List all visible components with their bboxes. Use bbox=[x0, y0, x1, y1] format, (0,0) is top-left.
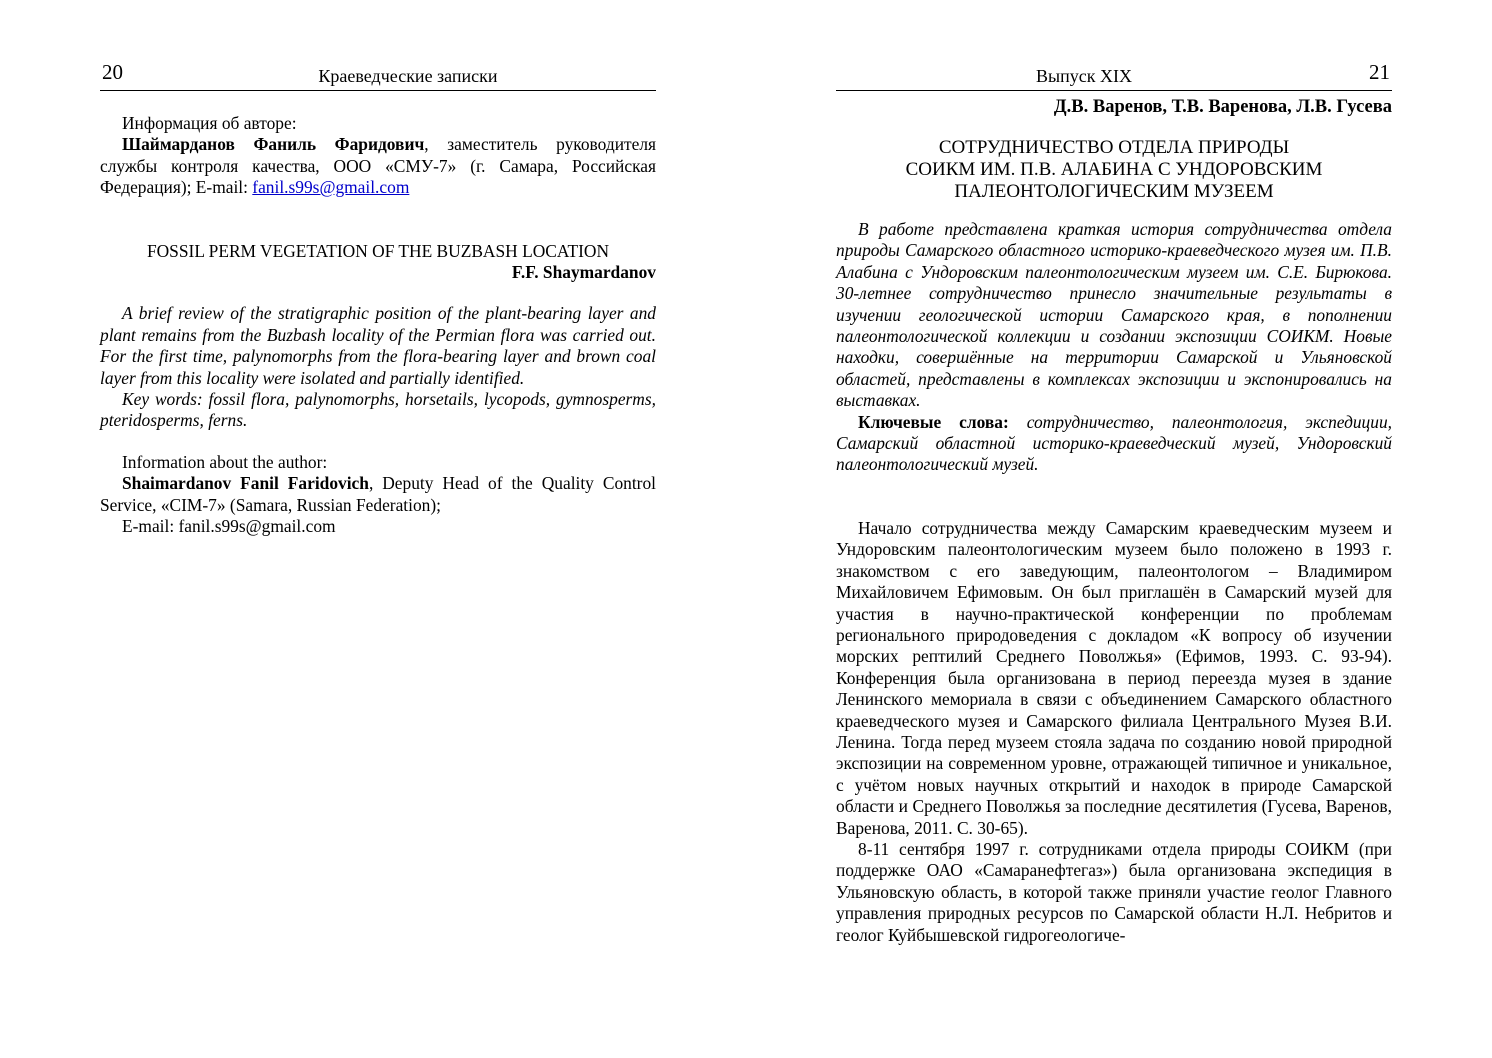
email-link[interactable]: fanil.s99s@gmail.com bbox=[252, 177, 410, 198]
page-number: 21 bbox=[1369, 60, 1390, 84]
keywords-label: Ключевые слова: bbox=[858, 411, 1009, 432]
title-line: СОТРУДНИЧЕСТВО ОТДЕЛА ПРИРОДЫ bbox=[938, 137, 1290, 158]
author-info-ru bbox=[100, 134, 656, 198]
author-name: Шаймарданов Фаниль Фаридович bbox=[122, 134, 425, 155]
author-description: , заместитель руководителя службы контроля качества, ООО «СМУ-7» (г. Самара, Российская Федерация); E-mail: bbox=[100, 134, 656, 198]
article-author-en: F.F. Shaymardanov bbox=[511, 262, 656, 283]
author-info-en bbox=[100, 473, 656, 516]
right-page bbox=[836, 0, 1392, 946]
article-title-en: FOSSIL PERM VEGETATION OF THE BUZBASH LOCATION bbox=[146, 240, 610, 261]
author-info-heading-en: Information about the author: bbox=[122, 451, 328, 472]
article-title bbox=[836, 137, 1392, 203]
title-line: СОИКМ ИМ. П.В. АЛАБИНА С УНДОРОВСКИМ bbox=[905, 159, 1323, 180]
body-paragraph: 8-11 сентября 1997 г. сотрудниками отдела природы СОИКМ (при поддержке ОАО «Самаранефтегаз») была организована экспедиция в Ульяновскую область, в которой также приняли участие геолог Главного управления природных ресурсов по Самарской области Н.Л. Небритов и геолог Куйбышевской гидрогеологиче- bbox=[836, 838, 1392, 945]
keywords-ru bbox=[836, 412, 1392, 476]
author-name-en: Shaimardanov Fanil Faridovich bbox=[122, 473, 369, 494]
running-title: Краеведческие записки bbox=[318, 66, 498, 86]
abstract-en: A brief review of the stratigraphic position of the plant-bearing layer and plant remains from the Buzbash locality of the Permian flora was carried out. For the first time, palynomorphs from the flora-bearing layer and brown coal layer from this locality were isolated and partially identified. bbox=[100, 303, 656, 388]
abstract-ru: В работе представлена краткая история сотрудничества отдела природы Самарского областного историко-краеведческого музея им. П.В. Алабина с Ундоровским палеонтологическим музеем им. С.Е. Бирюкова. 30-летнее сотрудничество принесло значительные результаты в изучении геологической истории Самарского края, в пополнении палеонтологической коллекции и создании экспозиции СОИКМ. Новые находки, совершённые на территории Самарской и Ульяновской областей, представлены в комплексах экспозиции и экспонировались на выставках. bbox=[836, 219, 1392, 411]
author-info-heading: Информация об авторе: bbox=[122, 113, 297, 133]
keywords-list: сотрудничество, палеонтология, экспедиции, Самарский областной историко-краеведческий музей, Ундоровский палеонтологический музей. bbox=[836, 411, 1392, 475]
page-number: 20 bbox=[102, 60, 123, 84]
title-line: ПАЛЕОНТОЛОГИЧЕСКИМ МУЗЕЕМ bbox=[954, 181, 1274, 202]
running-head-right bbox=[836, 0, 1392, 91]
author-description-en: , Deputy Head of the Quality Control Service, «CIM-7» (Samara, Russian Federation); bbox=[100, 473, 656, 515]
author-email-en: E-mail: fanil.s99s@gmail.com bbox=[122, 516, 336, 537]
left-page bbox=[100, 0, 656, 538]
body-paragraph: Начало сотрудничества между Самарским краеведческим музеем и Ундоровским палеонтологическим музеем было положено в 1993 г. знакомством с его заведующим, палеонтологом – Владимиром Михайловичем Ефимовым. Он был приглашён в Самарский музей для участия в научно-практической конференции по проблемам регионального природоведения с докладом «К вопросу об изучении морских рептилий Среднего Поволжья» (Ефимов, 1993. С. 93-94). Конференция была организована в период переезда музея в здание Ленинского мемориала в связи с объединением Самарского областного краеведческого музея и Самарского филиала Центрального Музея В.И. Ленина. Тогда перед музеем стояла задача по созданию новой природной экспозиции на современном уровне, отражающей типичное и уникальное, с учётом новых научных открытий и находок в природе Самарской области и Среднего Поволжья за последние десятилетия (Гусева, Варенов, Варенова, 2011. С. 30-65). bbox=[836, 517, 1392, 838]
running-head-left bbox=[100, 0, 656, 91]
running-title: Выпуск XIX bbox=[1036, 66, 1132, 86]
article-authors: Д.В. Варенов, Т.В. Варенова, Л.В. Гусева bbox=[1053, 97, 1392, 117]
keywords-en: Key words: fossil flora, palynomorphs, horsetails, lycopods, gymnosperms, pteridosperms, ferns. bbox=[100, 389, 656, 431]
